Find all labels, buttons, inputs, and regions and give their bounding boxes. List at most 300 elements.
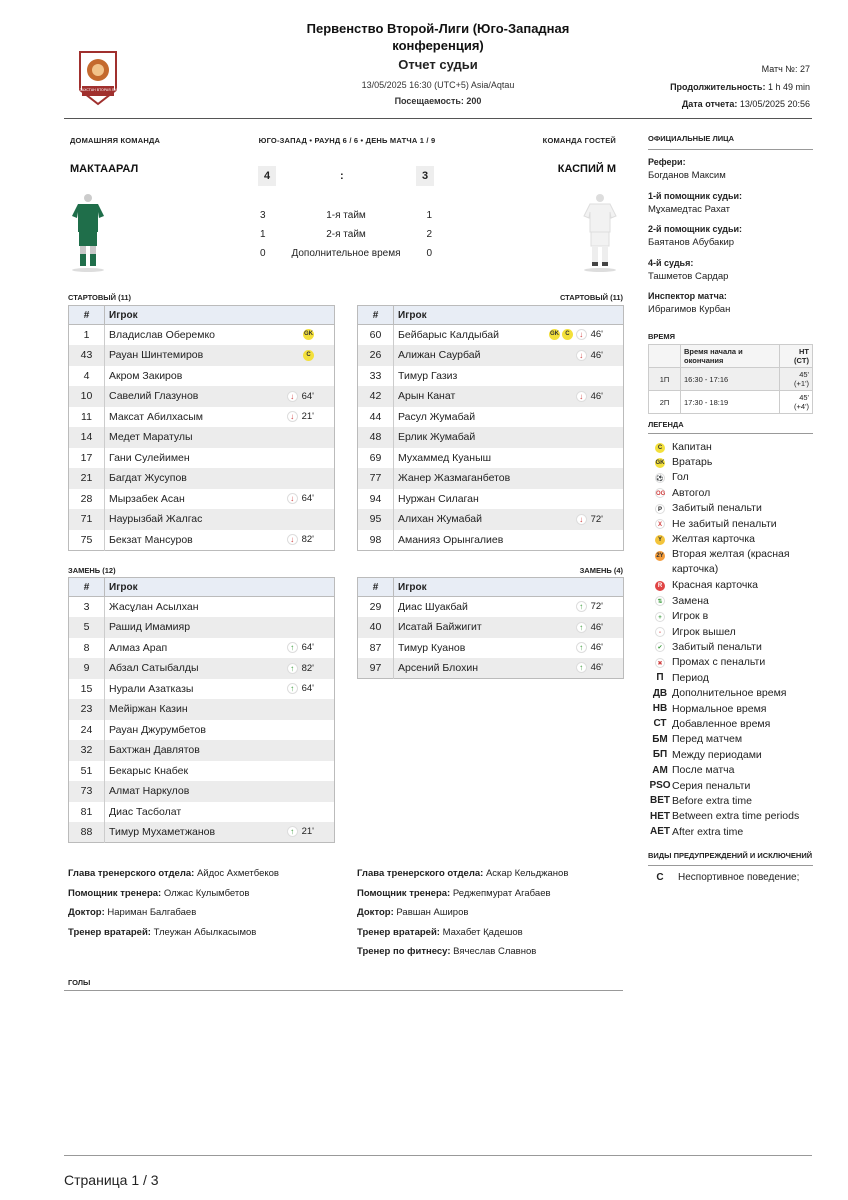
- player-number: 69: [358, 448, 394, 469]
- col-player-header: Игрок: [105, 578, 265, 597]
- sub-out-icon: ↓: [287, 391, 298, 402]
- player-row: [358, 617, 624, 638]
- time-range: 17:30 - 18:19: [681, 391, 780, 414]
- player-row: [69, 386, 335, 407]
- player-name: Аманияз Орынгалиев: [398, 533, 504, 546]
- away-subs-label: ЗАМЕНЬ (4): [579, 566, 623, 575]
- away-team-label: КОМАНДА ГОСТЕЙ: [542, 136, 616, 145]
- player-name: Бекзат Мансуров: [109, 533, 193, 546]
- legend-abbr-label: Перед матчем: [672, 733, 743, 746]
- warning-row: [648, 870, 813, 885]
- duration-value: 1 h 49 min: [767, 82, 810, 92]
- captain-icon: C: [562, 329, 573, 340]
- staff-row: [357, 946, 568, 966]
- duration: [670, 82, 810, 92]
- home-starting-label: СТАРТОВЫЙ (11): [68, 293, 132, 302]
- captain-icon: C: [303, 350, 314, 361]
- sub-minute: 72': [590, 513, 603, 525]
- legend-label: Игрок в: [672, 610, 709, 623]
- player-events: [265, 761, 335, 782]
- player-number: 77: [358, 468, 394, 489]
- player-row: [358, 366, 624, 387]
- player-row: [69, 489, 335, 510]
- period-label: Дополнительное время: [291, 248, 401, 259]
- time-period: 2П: [649, 391, 681, 414]
- away-kit-icon: [580, 192, 620, 272]
- legend-abbr-item: [648, 824, 813, 839]
- player-number: 81: [69, 802, 105, 823]
- time-ht: 45' (+1'): [780, 368, 813, 391]
- sub-minute: 46': [590, 349, 603, 361]
- sub-in-icon: ↑: [576, 642, 587, 653]
- legend-label: Вторая желтая (красная карточка): [672, 547, 790, 575]
- player-name-cell: [394, 597, 554, 618]
- home-team-label: ДОМАШНЯЯ КОМАНДА: [70, 136, 161, 145]
- home-subs-table: [68, 577, 335, 843]
- player-number: 87: [358, 638, 394, 659]
- page-number: Страница 1 / 3: [64, 1172, 159, 1188]
- player-events: [265, 386, 335, 407]
- staff-name: Нариман Балгабаев: [107, 907, 197, 919]
- player-number: 32: [69, 740, 105, 761]
- sub-out-icon: ↓: [576, 350, 587, 361]
- player-row: [358, 325, 624, 346]
- player-name-cell: [105, 468, 265, 489]
- player-row: [358, 658, 624, 679]
- legend-icon-glyph: P: [655, 504, 665, 514]
- officials-title: ОФИЦИАЛЬНЫЕ ЛИЦА: [648, 134, 735, 143]
- player-name: Савелий Глазунов: [109, 390, 199, 403]
- player-name-cell: [394, 448, 547, 469]
- legend-abbr: AET: [650, 826, 670, 838]
- player-number: 15: [69, 679, 105, 700]
- staff-name: Олжас Кулымбетов: [163, 887, 250, 899]
- player-events: [265, 448, 335, 469]
- player-number: 5: [69, 617, 105, 638]
- sub-minute: 64': [301, 683, 314, 695]
- player-row: [69, 345, 335, 366]
- league-logo: [74, 50, 122, 106]
- score-separator: :: [340, 170, 344, 182]
- goals-divider: [64, 990, 623, 991]
- player-name: Медет Маратулы: [109, 431, 193, 444]
- player-number: 73: [69, 781, 105, 802]
- player-number: 88: [69, 822, 105, 843]
- player-number: 21: [69, 468, 105, 489]
- player-events: [547, 530, 624, 551]
- player-name: Нуржан Силаган: [398, 492, 479, 505]
- home-team-name: МАКТААРАЛ: [70, 163, 139, 175]
- player-events: [265, 617, 335, 638]
- player-number: 48: [358, 427, 394, 448]
- staff-row: [357, 888, 568, 908]
- col-number-header: #: [69, 306, 105, 325]
- staff-name: Равшан Аширов: [396, 907, 469, 919]
- legend-label: Промах с пенальти: [672, 656, 766, 669]
- player-name-cell: [394, 617, 554, 638]
- staff-row: [68, 927, 279, 947]
- legend-icon-glyph: GK: [655, 460, 665, 467]
- player-out-icon: [648, 626, 672, 637]
- player-name-cell: [105, 366, 265, 387]
- player-row: [358, 427, 624, 448]
- official-role: Рефери:: [648, 157, 686, 167]
- legend-item: [648, 516, 813, 531]
- legend-abbr-label: Нормальное время: [672, 702, 767, 715]
- col-events-header: [265, 306, 335, 325]
- period-label: 1-я тайм: [326, 210, 366, 221]
- official-name: Ибрагимов Курбан: [648, 304, 731, 316]
- official-entry: [648, 224, 813, 258]
- staff-row: [357, 927, 568, 947]
- player-events: [547, 489, 624, 510]
- player-name: Диас Шуакбай: [398, 601, 468, 613]
- report-title: Первенство Второй-Лиги (Юго-Западная конференция): [306, 21, 570, 53]
- sub-minute: 46': [590, 329, 603, 341]
- col-player-header: Игрок: [394, 306, 547, 325]
- player-number: 14: [69, 427, 105, 448]
- legend-label: Забитый пенальти: [672, 640, 762, 653]
- staff-row: [68, 907, 279, 927]
- player-events: [265, 427, 335, 448]
- player-number: 28: [69, 489, 105, 510]
- staff-name: Вячеслав Славнов: [453, 946, 537, 958]
- player-number: 94: [358, 489, 394, 510]
- staff-row: [68, 868, 279, 888]
- player-name: Мухаммед Куаныш: [398, 451, 492, 464]
- legend-abbrs: [648, 670, 813, 839]
- player-name-cell: [105, 597, 265, 618]
- player-events: [554, 658, 624, 679]
- legend-icon-glyph: X: [655, 519, 665, 529]
- player-name-cell: [105, 699, 265, 720]
- player-row: [69, 802, 335, 823]
- legend-icon-glyph: ✖: [655, 658, 665, 668]
- attendance-value: 200: [466, 96, 482, 106]
- sub-in-icon: ↑: [287, 683, 298, 694]
- player-events: [265, 366, 335, 387]
- time-title: ВРЕМЯ: [648, 332, 676, 341]
- player-name: Тимур Куанов: [398, 641, 466, 654]
- player-events: [547, 366, 624, 387]
- legend-abbr-item: [648, 716, 813, 731]
- warning-label: Неспортивное поведение;: [678, 872, 800, 884]
- player-row: [69, 617, 335, 638]
- player-row: [69, 781, 335, 802]
- player-row: [69, 699, 335, 720]
- player-number: 4: [69, 366, 105, 387]
- player-row: [69, 822, 335, 843]
- legend-abbr: BET: [650, 795, 670, 807]
- warnings-divider: [648, 865, 813, 866]
- legend-label: Не забитый пенальти: [672, 517, 777, 530]
- legend-icon-glyph: OG: [655, 488, 665, 498]
- sub-minute: 46': [590, 390, 603, 402]
- legend-icon-glyph: 2Y: [656, 552, 664, 559]
- player-row: [69, 530, 335, 551]
- player-name: Рауан Джурумбетов: [109, 723, 206, 736]
- legend-icon-glyph: +: [655, 612, 665, 622]
- player-name-cell: [394, 345, 547, 366]
- player-events: [554, 638, 624, 659]
- official-role: 1-й помощник судьи:: [648, 190, 743, 201]
- footer-divider: [64, 1155, 812, 1156]
- attendance-label: Посещаемость:: [394, 96, 464, 106]
- col-events-header: [265, 578, 335, 597]
- player-name: Исатай Байжигит: [398, 621, 482, 634]
- player-events: [265, 781, 335, 802]
- col-events-header: [547, 306, 624, 325]
- player-name: Расул Жумабай: [398, 410, 476, 423]
- legend-item: [648, 639, 813, 654]
- report-date: [682, 99, 810, 109]
- period-home: 0: [260, 248, 266, 259]
- official-name: Богданов Максим: [648, 170, 726, 181]
- player-row: [358, 407, 624, 428]
- player-name-cell: [105, 427, 265, 448]
- player-row: [69, 468, 335, 489]
- player-row: [69, 597, 335, 618]
- player-name-cell: [394, 658, 554, 679]
- legend-divider: [648, 433, 813, 434]
- player-name: Рауан Шинтемиров: [109, 349, 204, 362]
- player-events: [265, 468, 335, 489]
- player-events: [265, 802, 335, 823]
- legend-abbr-label: Между периодами: [672, 748, 762, 761]
- table-header-row: [69, 578, 335, 597]
- legend-icon-glyph: ⇅: [655, 596, 665, 606]
- header-divider: [64, 118, 812, 119]
- player-row: [358, 597, 624, 618]
- player-events: [265, 699, 335, 720]
- sub-out-icon: ↓: [576, 391, 587, 402]
- legend-abbr-label: Between extra time periods: [672, 810, 800, 823]
- period-home: 3: [260, 210, 266, 221]
- player-events: [265, 325, 335, 346]
- player-number: 97: [358, 658, 394, 679]
- away-starting-label: СТАРТОВЫЙ (11): [559, 293, 623, 302]
- staff-role: Тренер вратарей:: [68, 926, 151, 938]
- player-name-cell: [394, 489, 547, 510]
- staff-role: Тренер вратарей:: [357, 926, 440, 938]
- official-role: 4-й судья:: [648, 257, 694, 268]
- player-number: 10: [69, 386, 105, 407]
- legend-icon-glyph: R: [655, 581, 665, 591]
- player-row: [69, 658, 335, 679]
- player-row: [69, 740, 335, 761]
- sub-in-icon: ↑: [576, 601, 587, 612]
- player-events: [547, 448, 624, 469]
- match-datetime: 13/05/2025 16:30 (UTC+5) Asia/Aqtau: [361, 80, 515, 90]
- player-events: [265, 345, 335, 366]
- player-name-cell: [105, 345, 265, 366]
- legend-icon-glyph: ⚽: [655, 473, 665, 483]
- official-entry: [648, 258, 813, 292]
- player-number: 75: [69, 530, 105, 551]
- player-name: Алижан Саурбай: [398, 349, 481, 362]
- player-events: [265, 658, 335, 679]
- player-number: 17: [69, 448, 105, 469]
- player-events: [554, 597, 624, 618]
- staff-name: Махабет Қадешов: [442, 926, 523, 938]
- player-name: Мырзабек Асан: [109, 492, 185, 505]
- player-number: 11: [69, 407, 105, 428]
- period-away: 2: [426, 229, 432, 240]
- player-name-cell: [105, 530, 265, 551]
- legend-abbr-label: Добавленное время: [672, 717, 771, 730]
- away-starting-table: [357, 305, 624, 551]
- home-subs-label: ЗАМЕНЬ (12): [68, 566, 116, 575]
- goals-label: ГОЛЫ: [68, 978, 91, 987]
- player-name: Арын Канат: [398, 390, 456, 403]
- legend-abbr-item: [648, 685, 813, 700]
- legend-item: [648, 501, 813, 516]
- player-name-cell: [105, 325, 265, 346]
- player-name-cell: [105, 679, 265, 700]
- legend-abbr-item: [648, 762, 813, 777]
- player-row: [358, 638, 624, 659]
- player-name-cell: [105, 658, 265, 679]
- player-row: [69, 427, 335, 448]
- staff-role: Тренер по фитнесу:: [357, 946, 451, 958]
- player-row: [69, 720, 335, 741]
- legend-icon-glyph: Y: [655, 535, 665, 545]
- second-yellow-icon: [648, 547, 672, 562]
- sub-in-icon: ↑: [287, 663, 298, 674]
- sub-in-icon: ↑: [287, 826, 298, 837]
- sub-minute: 82': [301, 534, 314, 545]
- official-entry: [648, 157, 813, 191]
- legend-abbr: PSO: [649, 780, 671, 791]
- sub-minute: 46': [590, 662, 603, 674]
- goalkeeper-icon: GK: [303, 329, 314, 340]
- period-label: 2-я тайм: [326, 229, 366, 240]
- legend-item: [648, 578, 813, 593]
- player-name-cell: [105, 489, 265, 510]
- player-events: [547, 509, 624, 530]
- player-row: [69, 366, 335, 387]
- player-name: Тимур Мухаметжанов: [109, 826, 216, 838]
- player-row: [69, 407, 335, 428]
- sub-minute: 46': [590, 642, 603, 654]
- player-name: Диас Тасболат: [109, 805, 182, 818]
- legend-item: [648, 485, 813, 500]
- player-number: 60: [358, 325, 394, 346]
- player-name-cell: [394, 407, 547, 428]
- match-number-label: Матч №:: [761, 64, 798, 74]
- legend-icons: [648, 439, 813, 670]
- player-number: 24: [69, 720, 105, 741]
- legend-item: [648, 454, 813, 469]
- legend-abbr-label: Серия пенальти: [672, 779, 751, 792]
- officials-section: [648, 134, 813, 325]
- period-home: 1: [260, 229, 266, 240]
- player-events: [547, 386, 624, 407]
- table-header-row: [358, 578, 624, 597]
- time-row: [649, 368, 813, 391]
- player-events: [547, 407, 624, 428]
- official-entry: [648, 191, 813, 225]
- player-name-cell: [105, 509, 265, 530]
- player-name: Мейіржан Казин: [109, 703, 188, 716]
- legend-abbr-label: After extra time: [672, 825, 744, 838]
- legend-item: [648, 547, 813, 577]
- player-events: [547, 325, 624, 346]
- player-row: [69, 679, 335, 700]
- period-extra-time: [260, 248, 432, 259]
- legend-icon-glyph: -: [655, 627, 665, 637]
- player-name-cell: [105, 617, 265, 638]
- player-events: [265, 407, 335, 428]
- legend-abbr: АМ: [652, 764, 668, 776]
- legend-icon-glyph: ✔: [655, 642, 665, 652]
- yellow-card-icon: [648, 533, 672, 545]
- player-name: Багдат Жусупов: [109, 472, 187, 485]
- player-events: [265, 489, 335, 510]
- sub-minute: 21': [301, 411, 314, 423]
- match-number: [762, 64, 810, 74]
- player-row: [358, 489, 624, 510]
- legend-abbr-item: [648, 701, 813, 716]
- staff-row: [68, 888, 279, 908]
- legend-abbr-item: [648, 809, 813, 824]
- sub-out-icon: ↓: [576, 514, 587, 525]
- player-number: 26: [358, 345, 394, 366]
- player-events: [265, 822, 335, 843]
- legend-item: [648, 609, 813, 624]
- legend-abbr-label: Before extra time: [672, 794, 752, 807]
- player-name: Абзал Сатыбалды: [109, 662, 199, 675]
- official-name: Ташметов Сардар: [648, 270, 729, 282]
- player-events: [547, 468, 624, 489]
- legend-item: [648, 439, 813, 454]
- warnings-section: [648, 851, 813, 885]
- player-name: Тимур Газиз: [398, 369, 458, 382]
- staff-row: [357, 868, 568, 888]
- captain-icon: [648, 441, 672, 453]
- player-name-cell: [105, 407, 265, 428]
- player-number: 8: [69, 638, 105, 659]
- player-name: Алихан Жумабай: [398, 513, 482, 526]
- legend-abbr-item: [648, 747, 813, 762]
- duration-label: Продолжительность:: [670, 82, 766, 92]
- table-header-row: [358, 306, 624, 325]
- player-name-cell: [394, 386, 547, 407]
- time-section: [648, 332, 813, 341]
- player-name-cell: [394, 468, 547, 489]
- official-entry: [648, 291, 813, 325]
- time-col-period: [649, 345, 681, 368]
- check-icon: [648, 641, 672, 652]
- legend-label: Красная карточка: [672, 579, 758, 592]
- player-name: Наурызбай Жалгас: [109, 513, 203, 526]
- player-events: [265, 597, 335, 618]
- logo-text: КАЗАХСТАН ВТОРАЯ ЛИГА: [74, 88, 122, 92]
- player-events: [265, 720, 335, 741]
- official-name: Баятанов Абубакир: [648, 237, 735, 249]
- legend-label: Замена: [672, 594, 709, 607]
- legend-abbr: HET: [650, 810, 670, 822]
- player-number: 95: [358, 509, 394, 530]
- player-name: Максат Абилхасым: [109, 410, 203, 423]
- player-number: 29: [358, 597, 394, 618]
- player-name-cell: [394, 366, 547, 387]
- player-number: 33: [358, 366, 394, 387]
- player-name-cell: [394, 509, 547, 530]
- sub-minute: 72': [590, 601, 603, 613]
- table-header-row: [69, 306, 335, 325]
- player-events: [265, 679, 335, 700]
